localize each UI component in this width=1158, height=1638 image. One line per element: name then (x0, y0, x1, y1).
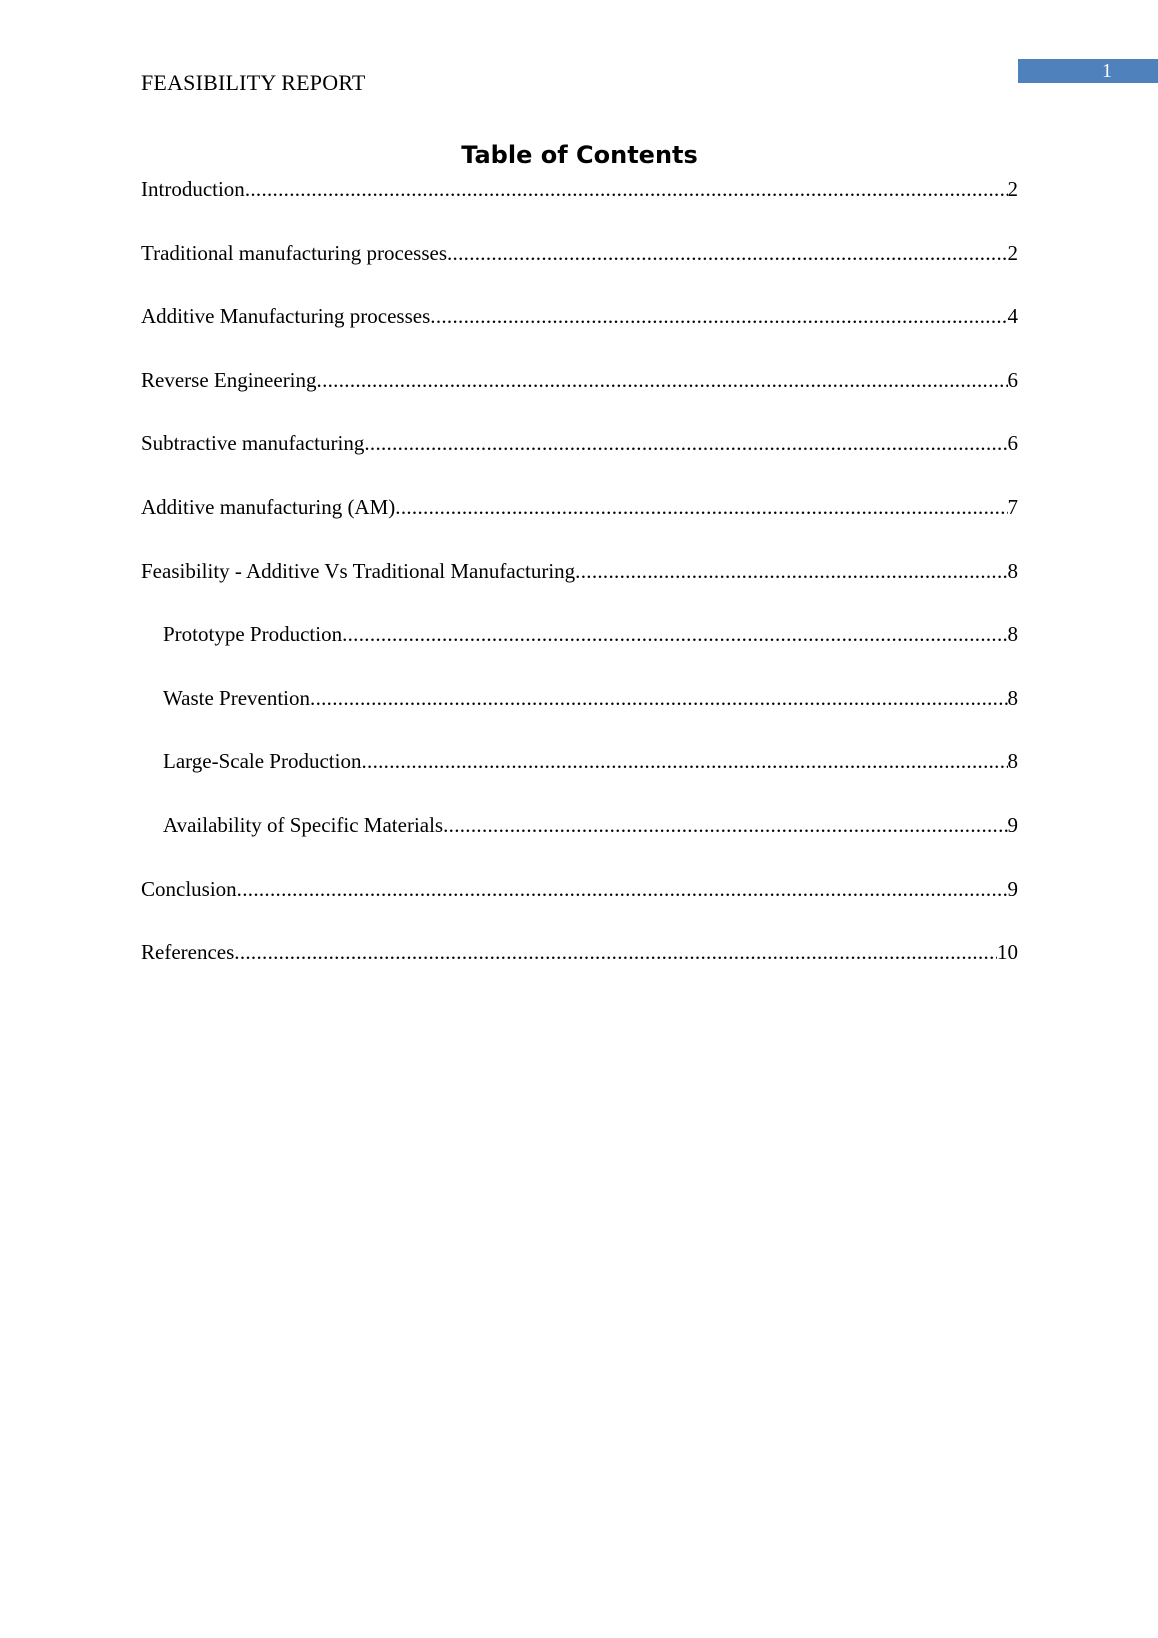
toc-dot-leader (310, 685, 1007, 711)
toc-entry-label: Additive manufacturing (AM) (141, 494, 396, 519)
toc-entry-label: Additive Manufacturing processes (141, 304, 431, 329)
toc-entry-label: Conclusion (141, 876, 237, 901)
toc-entry-page: 8 (1007, 558, 1018, 583)
toc-entry-label: Large-Scale Production (163, 749, 362, 774)
toc-entry-large-scale-production[interactable] (141, 748, 1018, 812)
toc-dot-leader (575, 558, 1007, 584)
toc-dot-leader (430, 303, 1007, 329)
toc-entry-feasibility[interactable] (141, 558, 1018, 622)
toc-entry-page: 8 (1007, 749, 1018, 774)
page-number: 1 (1102, 60, 1112, 82)
toc-dot-leader (364, 430, 1007, 456)
toc-dot-leader (234, 939, 997, 965)
toc-dot-leader (245, 176, 1008, 202)
toc-entry-page: 2 (1007, 240, 1018, 265)
toc-entry-prototype-production[interactable] (141, 621, 1018, 685)
toc-dot-leader (317, 367, 1008, 393)
toc-entry-references[interactable] (141, 939, 1018, 1003)
toc-entry-additive-manufacturing-am[interactable] (141, 494, 1018, 558)
toc-entry-label: References (141, 940, 235, 965)
toc-entry-introduction[interactable] (141, 176, 1018, 240)
toc-entry-page: 2 (1007, 177, 1018, 201)
toc-entry-page: 7 (1007, 494, 1018, 519)
toc-entry-page: 8 (1007, 685, 1018, 710)
toc-dot-leader (447, 240, 1008, 266)
toc-entry-label: Availability of Specific Materials (163, 812, 444, 837)
toc-entry-additive-manufacturing-processes[interactable] (141, 303, 1018, 367)
toc-entry-label: Reverse Engineering (141, 367, 317, 392)
toc-entry-label: Introduction (141, 177, 245, 201)
toc-dot-leader (342, 621, 1007, 647)
toc-entry-page: 6 (1007, 431, 1018, 456)
toc-dot-leader (237, 876, 1008, 902)
running-head: FEASIBILITY REPORT (141, 70, 366, 95)
toc-entry-page: 10 (997, 940, 1018, 965)
toc-entry-waste-prevention[interactable] (141, 685, 1018, 749)
toc-dot-leader (443, 812, 1007, 838)
toc-dot-leader (361, 748, 1007, 774)
toc-entry-page: 9 (1007, 812, 1018, 837)
toc-entry-page: 6 (1007, 367, 1018, 392)
toc-entry-label: Subtractive manufacturing (141, 431, 365, 456)
toc-entry-subtractive-manufacturing[interactable] (141, 430, 1018, 494)
toc-dot-leader (395, 494, 1007, 520)
toc-entry-page: 4 (1007, 304, 1018, 329)
toc-entry-page: 8 (1007, 622, 1018, 647)
toc-entry-availability-of-materials[interactable] (141, 812, 1018, 876)
toc-title: Table of Contents (461, 141, 698, 169)
toc-entry-label: Traditional manufacturing processes (141, 240, 447, 265)
toc-entry-conclusion[interactable] (141, 876, 1018, 940)
toc-entry-label: Waste Prevention (163, 685, 311, 710)
toc-entry-page: 9 (1007, 876, 1018, 901)
toc-entry-label: Feasibility - Additive Vs Traditional Manufacturing (141, 558, 576, 583)
toc-entry-traditional-manufacturing[interactable] (141, 240, 1018, 304)
toc-entry-label: Prototype Production (163, 622, 343, 647)
toc-entry-reverse-engineering[interactable] (141, 367, 1018, 431)
toc-list (141, 176, 1018, 1003)
page-number-badge (1018, 59, 1158, 83)
